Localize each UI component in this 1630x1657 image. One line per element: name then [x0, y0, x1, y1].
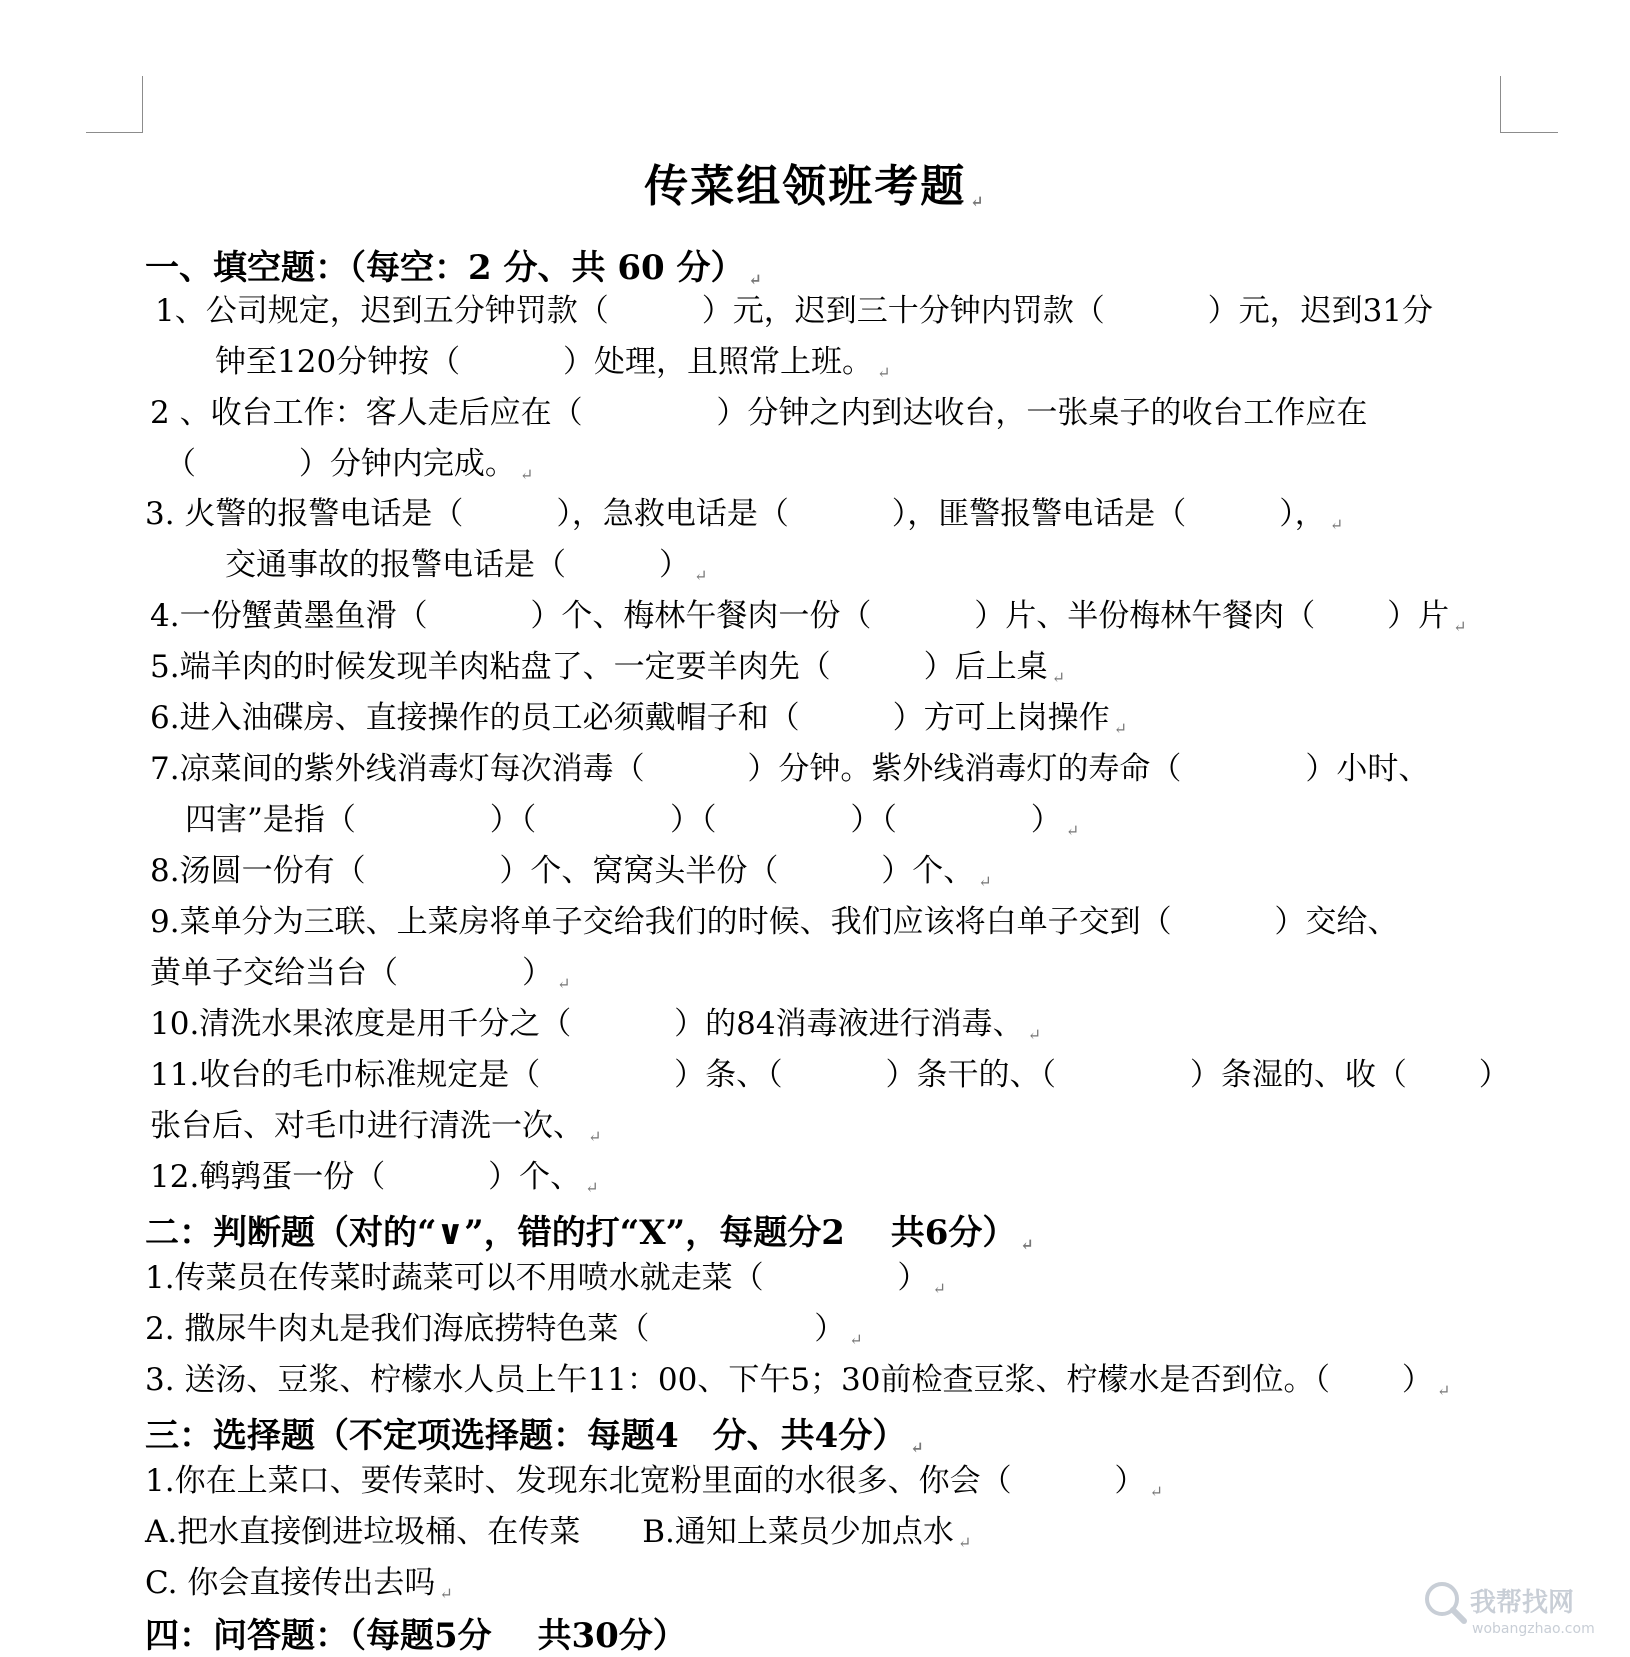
paragraph-mark: ↵ [748, 270, 762, 289]
section-multiple-choice: 三：选择题（不定项选择题：每题4 分、共4分） ↵ [145, 1416, 924, 1457]
paragraph-mark: ↵ [970, 192, 986, 211]
question-line: 8.汤圆一份有（ ）个、窝窝头半份（ ）个、 ↵ [150, 853, 992, 891]
question-line: 1.你在上菜口、要传菜时、发现东北宽粉里面的水很多、你会（ ） ↵ [145, 1463, 1163, 1501]
magnifier-icon [1427, 1584, 1464, 1621]
question-line: 3. 送汤、豆浆、柠檬水人员上午11：00、下午5；30前检查豆浆、柠檬水是否到位。（ ） ↵ [145, 1362, 1451, 1400]
section-fill-blank: 一、填空题：（每空：2 分、共 60 分） ↵ [145, 248, 762, 289]
crop-mark-tr-h [1500, 132, 1558, 133]
question-line: 5.端羊肉的时候发现羊肉粘盘了、一定要羊肉先（ ）后上桌 ↵ [150, 649, 1065, 687]
paragraph-mark: ↵ [1113, 719, 1127, 738]
paragraph-mark: ↵ [932, 1279, 946, 1298]
question-line: 10.清洗水果浓度是用千分之（ ）的84消毒液进行消毒、 ↵ [150, 1006, 1042, 1044]
crop-mark-tr-v [1500, 76, 1501, 132]
watermark-url: wobangzhao.com [1472, 1621, 1595, 1637]
question-line: 张台后、对毛巾进行清洗一次、 ↵ [150, 1108, 602, 1146]
paragraph-mark: ↵ [588, 1127, 602, 1146]
question-line: （ ）分钟内完成。 ↵ [165, 446, 534, 484]
paragraph-mark: ↵ [877, 363, 891, 382]
paragraph-mark: ↵ [1149, 1482, 1163, 1501]
question-line: 11.收台的毛巾标准规定是（ ）条、（ ）条干的、（ ）条湿的、收（ ） [150, 1057, 1510, 1093]
question-line: 9.菜单分为三联、上菜房将单子交给我们的时候、我们应该将白单子交到（ ）交给、 [150, 904, 1399, 940]
paragraph-mark: ↵ [910, 1438, 924, 1457]
question-line: 12.鹌鹑蛋一份（ ）个、 ↵ [150, 1159, 599, 1197]
paragraph-mark: ↵ [1020, 1235, 1034, 1254]
question-line: 1.传菜员在传菜时蔬菜可以不用喷水就走菜（ ） ↵ [145, 1260, 946, 1298]
paragraph-mark: ↵ [557, 974, 571, 993]
question-line: 钟至120分钟按（ ）处理，且照常上班。 ↵ [215, 344, 891, 382]
crop-mark-tl-v [142, 76, 143, 132]
question-line: 交通事故的报警电话是（ ） ↵ [225, 547, 708, 585]
question-line: 7.凉菜间的紫外线消毒灯每次消毒（ ）分钟。紫外线消毒灯的寿命（ ）小时、 [150, 751, 1430, 787]
paragraph-mark: ↵ [978, 872, 992, 891]
section-short-answer: 四：问答题：（每题5分 共30分） [145, 1616, 687, 1656]
paragraph-mark: ↵ [519, 465, 534, 484]
question-line: 黄单子交给当台（ ） ↵ [150, 955, 571, 993]
paragraph-mark: ↵ [957, 1533, 972, 1552]
paragraph-mark: ↵ [849, 1330, 863, 1349]
paragraph-mark: ↵ [1453, 617, 1467, 636]
paragraph-mark: ↵ [1051, 668, 1065, 687]
paragraph-mark: ↵ [1065, 821, 1080, 840]
paragraph-mark: ↵ [1329, 515, 1344, 534]
question-line: A.把水直接倒进垃圾桶、在传菜 B.通知上菜员少加点水 ↵ [145, 1514, 972, 1552]
watermark-text: 我帮找网 [1470, 1588, 1575, 1618]
question-line: 2. 撒尿牛肉丸是我们海底捞特色菜（ ） ↵ [145, 1311, 863, 1349]
section-true-false: 二：判断题（对的“∨”，错的打“X”，每题分2 共6分） ↵ [145, 1213, 1034, 1254]
paragraph-mark: ↵ [1436, 1381, 1451, 1400]
question-line: 4.一份蟹黄墨鱼滑（ ）个、梅林午餐肉一份（ ）片、半份梅林午餐肉（ ）片 ↵ [150, 598, 1467, 636]
question-line: 6.进入油碟房、直接操作的员工必须戴帽子和（ ）方可上岗操作 ↵ [150, 700, 1127, 738]
crop-mark-tl-h [86, 132, 143, 133]
question-line: 四害”是指（ ）（ ）（ ）（ ） ↵ [185, 802, 1080, 840]
site-watermark [1418, 1573, 1618, 1643]
question-line: 3. 火警的报警电话是（ ），急救电话是（ ），匪警报警电话是（ ）， ↵ [145, 496, 1344, 534]
question-line: C. 你会直接传出去吗 ↵ [145, 1565, 453, 1603]
question-line: 1、公司规定，迟到五分钟罚款（ ）元，迟到三十分钟内罚款（ ）元，迟到31分 [155, 293, 1434, 329]
page-title: 传菜组领班考题 ↵ [644, 161, 986, 212]
paragraph-mark: ↵ [694, 566, 708, 585]
question-line: 2 、收台工作：客人走后应在（ ）分钟之内到达收台，一张桌子的收台工作应在 [150, 395, 1368, 431]
paragraph-mark: ↵ [1027, 1025, 1042, 1044]
paragraph-mark: ↵ [439, 1584, 453, 1603]
paragraph-mark: ↵ [585, 1178, 599, 1197]
